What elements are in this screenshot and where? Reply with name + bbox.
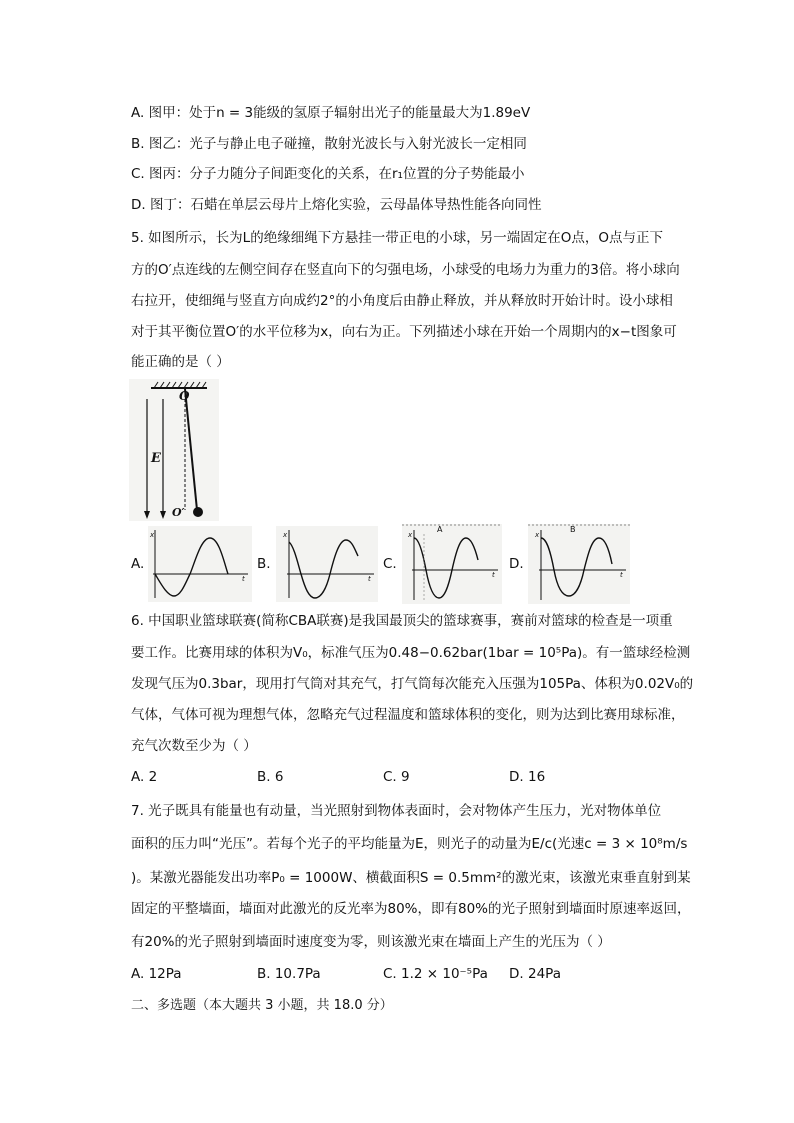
label-e: E (151, 451, 161, 466)
graph-option-b-label: B. (257, 556, 271, 572)
q6-line-4: 气体，气体可视为理想气体，忽略充气过程温度和篮球体积的变化，则为达到比赛用球标准， (131, 707, 685, 723)
q4-option-c: C. 图丙：分子力随分子间距变化的关系，在r₁位置的分子势能最小 (131, 166, 525, 182)
q4-option-b: B. 图乙：光子与静止电子碰撞，散射光波长与入射光波长一定相同 (131, 136, 527, 152)
q7-option-c: C. 1.2 × 10⁻⁵Pa (383, 966, 488, 982)
q7-option-d: D. 24Pa (509, 966, 561, 982)
q6-option-c: C. 9 (383, 769, 410, 785)
label-o-prime: O′ (172, 506, 185, 519)
q7-line-3: )。某激光器能发出功率P₀ = 1000W、横截面积S = 0.5mm²的激光束，该激光束垂直射到某 (131, 870, 691, 886)
q5-line-5: 能正确的是（ ） (131, 354, 230, 370)
q5-line-2: 方的O′点连线的左侧空间存在竖直向下的匀强电场，小球受的电场力为重力的3倍。将小球向 (131, 262, 680, 278)
q7-line-1: 7. 光子既具有能量也有动量，当光照射到物体表面时，会对物体产生压力，光对物体单位 (131, 803, 662, 819)
graph-a (148, 526, 252, 602)
q6-option-b: B. 6 (257, 769, 284, 785)
q6-line-2: 要工作。比赛用球的体积为V₀，标准气压为0.48−0.62bar(1bar = 10⁵Pa)。有一篮球经检测 (131, 645, 691, 661)
graph-option-d-label: D. (509, 556, 524, 572)
graph-c-x-axis-label: x (408, 531, 413, 539)
graph-a-t-axis-label: t (242, 575, 245, 583)
q7-option-b: B. 10.7Pa (257, 966, 321, 982)
graph-c-t-axis-label: t (492, 571, 495, 579)
graph-b (276, 526, 378, 602)
q5-line-1: 5. 如图所示，长为L的绝缘细绳下方悬挂一带正电的小球，另一端固定在O点，O点与正下 (131, 230, 663, 246)
q7-line-4: 固定的平整墙面，墙面对此激光的反光率为80%，即有80%的光子照射到墙面时原速率返回， (131, 901, 691, 917)
label-o: O (179, 389, 190, 403)
graph-b-x-axis-label: x (283, 531, 288, 539)
q5-line-3: 右拉开，使细绳与竖直方向成约2°的小角度后由静止释放，并从释放时开始计时。设小球相 (131, 293, 673, 309)
graph-option-c-label: C. (383, 556, 397, 572)
graph-d (528, 524, 630, 604)
graph-c (402, 524, 502, 604)
q6-line-1: 6. 中国职业篮球联赛(简称CBA联赛)是我国最顶尖的篮球赛事，赛前对篮球的检查是一项重 (131, 613, 673, 629)
q4-option-a: A. 图甲：处于n = 3能级的氢原子辐射出光子的能量最大为1.89eV (131, 105, 531, 121)
graph-b-t-axis-label: t (368, 575, 371, 583)
q6-line-5: 充气次数至少为（ ） (131, 738, 257, 754)
q5-line-4: 对于其平衡位置O′的水平位移为x，向右为正。下列描述小球在开始一个周期内的x−t图象可 (131, 324, 677, 340)
q4-option-d: D. 图丁：石蜡在单层云母片上熔化实验，云母晶体导热性能各向同性 (131, 197, 542, 213)
graph-c-corner-label: A (437, 525, 443, 534)
graph-a-x-axis-label: x (150, 531, 155, 539)
pendulum-figure (129, 379, 219, 521)
graph-d-corner-label: B (570, 525, 576, 534)
q6-option-d: D. 16 (509, 769, 546, 785)
q7-option-a: A. 12Pa (131, 966, 182, 982)
section-heading: 二、多选题（本大题共 3 小题，共 18.0 分） (131, 998, 393, 1013)
graph-d-x-axis-label: x (535, 531, 540, 539)
q7-line-5: 有20%的光子照射到墙面时速度变为零，则该激光束在墙面上产生的光压为（ ） (131, 934, 611, 950)
graph-d-t-axis-label: t (620, 571, 623, 579)
graph-option-a-label: A. (131, 556, 145, 572)
q6-option-a: A. 2 (131, 769, 158, 785)
q7-line-2: 面积的压力叫“光压”。若每个光子的平均能量为E，则光子的动量为E/c(光速c = 3 × 10⁸m/s (131, 836, 688, 852)
q6-line-3: 发现气压为0.3bar，现用打气筒对其充气，打气筒每次能充入压强为105Pa、体积为0.02V₀的 (131, 676, 694, 692)
